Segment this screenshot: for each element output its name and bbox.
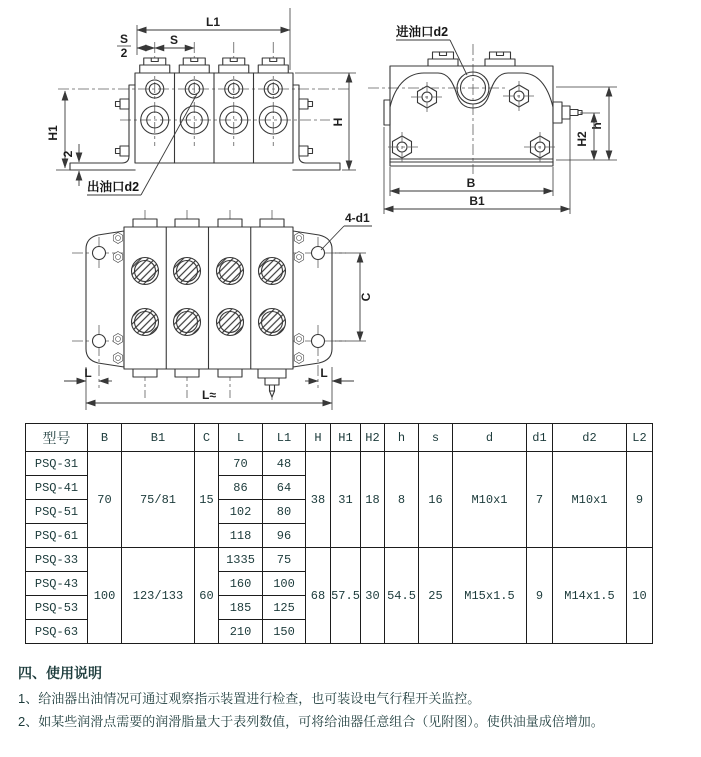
col-header-d2: d2 (553, 424, 627, 452)
svg-text:S: S (119, 32, 129, 46)
note-item: 2、如某些润滑点需要的润滑脂量大于表列数值，可将给油器任意组合（见附图）。使供油量成倍增加。 (18, 714, 604, 729)
note-item: 1、给油器出油情况可通过观察指示装置进行检查，也可装设电气行程开关监控。 (18, 691, 481, 706)
cell-L: 185 (219, 596, 263, 620)
dim-h1-label: H1 (46, 125, 60, 141)
dim-b-label: B (466, 176, 476, 190)
holes-callout-label: 4-d1 (345, 211, 370, 225)
col-header-L1: L1 (263, 424, 306, 452)
dim-l1-label: L1 (205, 15, 221, 29)
cell-model: PSQ-61 (26, 524, 88, 548)
cell-d: M10x1 (453, 452, 527, 548)
cell-L2: 9 (627, 452, 653, 548)
cell-model: PSQ-33 (26, 548, 88, 572)
col-header-C: C (195, 424, 219, 452)
cell-L1: 75 (263, 548, 306, 572)
cell-H: 38 (306, 452, 331, 548)
cell-L: 86 (219, 476, 263, 500)
cell-L: 160 (219, 572, 263, 596)
cell-model: PSQ-41 (26, 476, 88, 500)
cell-L1: 64 (263, 476, 306, 500)
cell-model: PSQ-53 (26, 596, 88, 620)
cell-L1: 125 (263, 596, 306, 620)
cell-B: 70 (88, 452, 122, 548)
cell-d2: M14x1.5 (553, 548, 627, 644)
col-header-B1: B1 (122, 424, 195, 452)
cell-h: 54.5 (385, 548, 419, 644)
cell-C: 15 (195, 452, 219, 548)
usage-notes (18, 663, 693, 737)
dim-h2-label: H2 (575, 131, 589, 147)
cell-B1: 75/81 (122, 452, 195, 548)
header-row (26, 424, 653, 452)
cell-model: PSQ-51 (26, 500, 88, 524)
dim-s-label: S (169, 33, 179, 47)
dim-l-left-label: L (84, 366, 92, 380)
cell-d2: M10x1 (553, 452, 627, 548)
col-header-d1: d1 (527, 424, 553, 452)
bottom-fitting (258, 369, 286, 397)
cell-H2: 18 (361, 452, 385, 548)
cell-L1: 48 (263, 452, 306, 476)
dim-b1-label: B1 (469, 194, 485, 208)
cell-L1: 96 (263, 524, 306, 548)
dim-2-label: 2 (61, 150, 75, 158)
col-header-H: H (306, 424, 331, 452)
cell-s: 25 (419, 548, 453, 644)
hex-nuts (388, 81, 556, 162)
cell-model: PSQ-43 (26, 572, 88, 596)
cell-L1: 100 (263, 572, 306, 596)
dim-h-label: H (331, 117, 345, 127)
cell-s: 16 (419, 452, 453, 548)
col-header-L2: L2 (627, 424, 653, 452)
front-view (46, 8, 356, 195)
col-header-B: B (88, 424, 122, 452)
dim-l-right-label: L (320, 366, 328, 380)
outlet-caps (140, 58, 289, 73)
cell-H1: 57.5 (331, 548, 361, 644)
cell-B: 100 (88, 548, 122, 644)
col-header-L: L (219, 424, 263, 452)
col-header-H2: H2 (361, 424, 385, 452)
inlet-port-label: 进油口d2 (396, 25, 449, 39)
cell-L: 70 (219, 452, 263, 476)
cell-L: 1335 (219, 548, 263, 572)
grease-fitting (553, 102, 582, 123)
top-view (64, 210, 373, 410)
dim-h-lower-label: h (590, 122, 604, 130)
col-header-d: d (453, 424, 527, 452)
cell-H: 68 (306, 548, 331, 644)
notes-heading: 四、使用说明 (18, 665, 102, 681)
cell-d1: 7 (527, 452, 553, 548)
cell-B1: 123/133 (122, 548, 195, 644)
cell-L: 102 (219, 500, 263, 524)
cell-L1: 150 (263, 620, 306, 644)
cell-L2: 10 (627, 548, 653, 644)
cell-model: PSQ-63 (26, 620, 88, 644)
col-header-h: h (385, 424, 419, 452)
col-header-s: s (419, 424, 453, 452)
cell-L: 210 (219, 620, 263, 644)
table-row (26, 548, 653, 572)
col-header-H1: H1 (331, 424, 361, 452)
dim-s-half-label (117, 32, 131, 60)
col-header-model: 型号 (26, 424, 88, 452)
cell-L: 118 (219, 524, 263, 548)
outlet-port-label: 出油口d2 (87, 180, 140, 194)
cell-model: PSQ-31 (26, 452, 88, 476)
dim-l-total-label: L≈ (202, 388, 216, 402)
dim-c-label: C (359, 292, 373, 302)
cell-H1: 31 (331, 452, 361, 548)
cell-L1: 80 (263, 500, 306, 524)
side-view (368, 24, 617, 214)
spec-table (25, 423, 653, 644)
cell-h: 8 (385, 452, 419, 548)
table-row (26, 452, 653, 476)
cell-d1: 9 (527, 548, 553, 644)
svg-text:2: 2 (120, 46, 128, 60)
cell-H2: 30 (361, 548, 385, 644)
cell-d: M15x1.5 (453, 548, 527, 644)
cell-C: 60 (195, 548, 219, 644)
